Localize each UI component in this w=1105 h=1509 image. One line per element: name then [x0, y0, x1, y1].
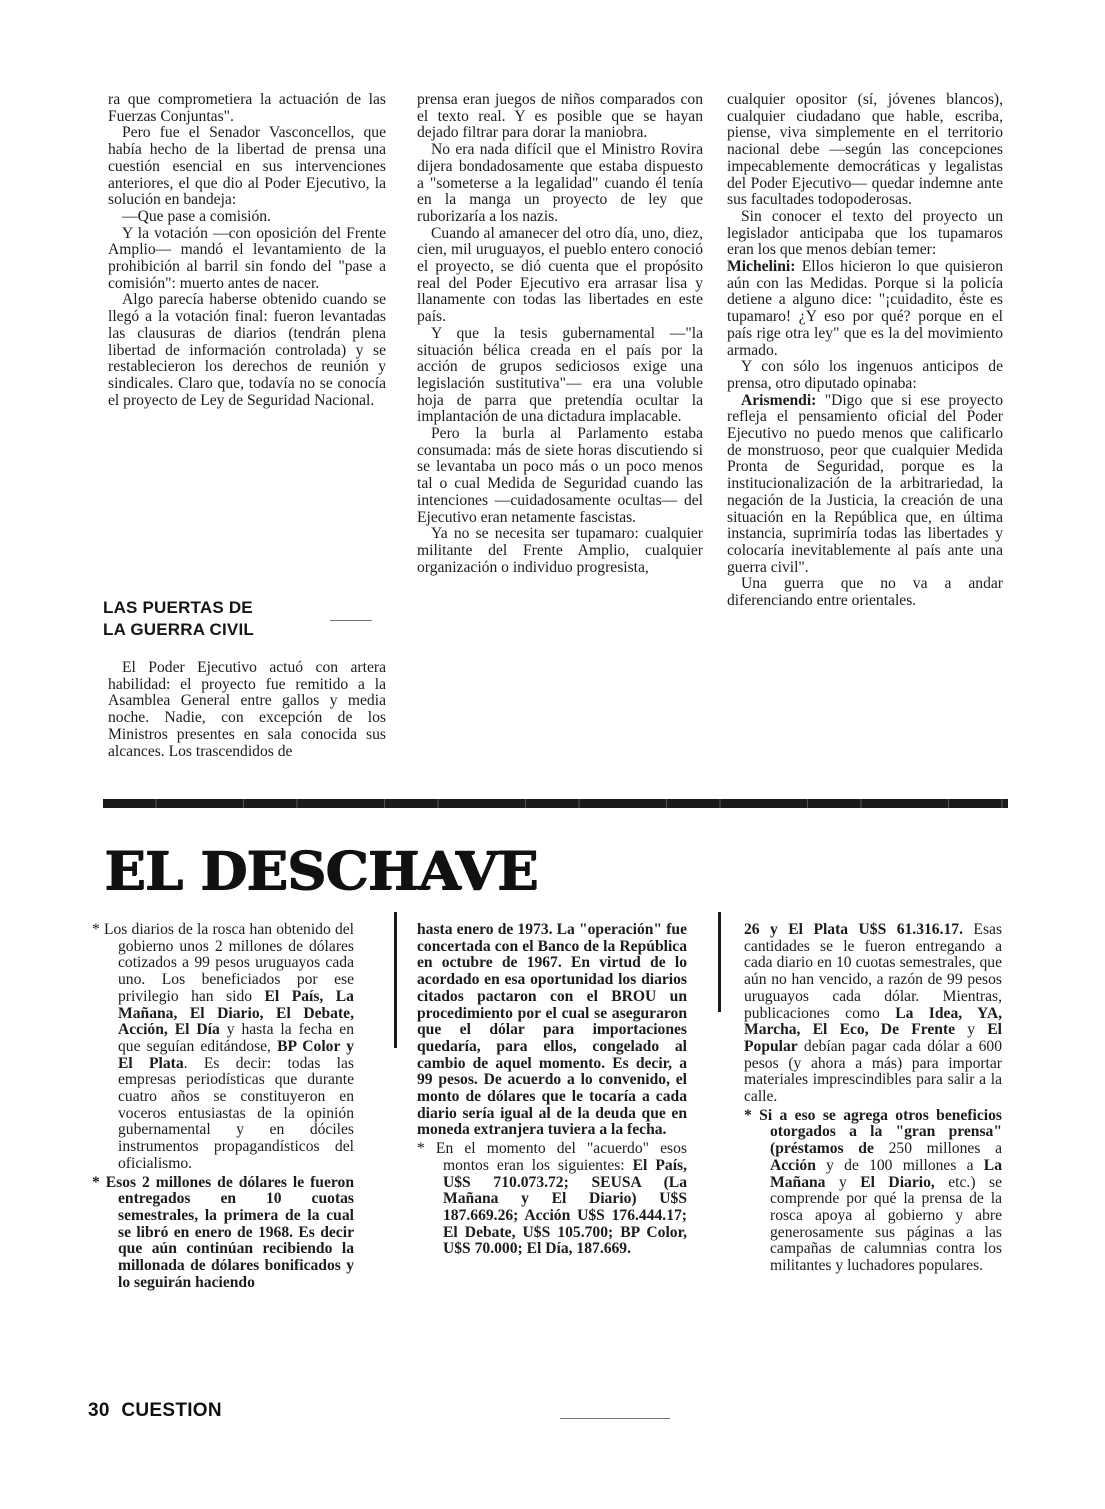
article-column-3: [727, 92, 1003, 610]
heading-line: LA GUERRA CIVIL: [103, 620, 254, 639]
speaker-name: Arismendi:: [741, 391, 817, 409]
paragraph: hasta enero de 1973. La "operación" fue concertada con el Banco de la República en octubre de 1967. En virtud de lo acordado en esa oportunidad los diarios citados pactaron con el BROU un procedimiento por el cual se aseguraron que el dólar para importaciones quedaría, para ellos, congelado al cambio de aquel momento. Es decir, a 99 pesos. De acuerdo a lo convenido, el monto de dólares que le tocaría a cada diario sería igual al de la deuda que en moneda extranjera tuviera a la fecha.: [417, 921, 687, 1139]
bullet-item: * En el momento del "acuerdo" esos montos eran los siguientes: El País, U$S 710.073.72; SEUSA (La Mañana y El Diario) U$S 187.669.26; Acción U$S 176.444.17; El Debate, U$S 105.700; BP Color, U$S 70.000; El Día, 187.669.: [417, 1140, 687, 1258]
paragraph: ra que comprometiera la actuación de las Fuerzas Conjuntas".: [108, 91, 386, 125]
page-number: 30: [88, 1400, 110, 1421]
paragraph: No era nada difícil que el Ministro Rovira dijera bondadosamente que estaba dispuesto a "someterse a la legalidad" cuando él tenía en la manga un proyecto de ley que ruborizaría a los nazis.: [417, 141, 703, 225]
column-divider: [394, 912, 397, 1048]
paragraph: 26 y El Plata U$S 61.316.17. Esas cantidades se le fueron entregando a cada diario en 10 cuotas semestrales, que aún no han vencido, a razón de 99 pesos uruguayos cada dólar. Mientras, publicaciones como La Idea, YA, Marcha, El Eco, De Frente y El Popular debían pagar cada dólar a 600 pesos (y ahora a más) para importar materiales imprescindibles para salir a la calle.: [744, 921, 1003, 1106]
deschave-column-1: [92, 922, 354, 1291]
paragraph: Pero fue el Senador Vasconcellos, que había hecho de la libertad de prensa una cuestión esencial en sus intervenciones anteriores, el que dio al Poder Ejecutivo, la solución en bandeja:: [108, 124, 386, 209]
paragraph: Y que la tesis gubernamental —"la situación bélica creada en el país por la acción de grupos sediciosos exige una legislación sustitutiva"— era una voluble hoja de parra que pretendía ocultar la implantación de una dictadura implacable.: [417, 324, 703, 426]
paragraph: [727, 393, 1003, 577]
paragraph: Ya no se necesita ser tupamaro: cualquier militante del Frente Amplio, cualquier organización o individuo progresista,: [417, 525, 703, 576]
paragraph: El Poder Ejecutivo actuó con artera habilidad: el proyecto fue remitido a la Asamblea General entre gallos y media noche. Nadie, con excepción de los Ministros presentes en sala conocida sus alcances. Los trascendidos de: [108, 659, 386, 760]
quote: Ellos hicieron lo que quisieron aún con las Medidas. Porque si la policía detiene a alguno dice: "¡cuidadito, éste es tupamaro! ¿Y eso por qué? porque en el país rige otra ley" que es la del movimiento armado.: [727, 258, 1003, 359]
section-heading: [103, 597, 254, 641]
paragraph: prensa eran juegos de niños comparados con el texto real. Y es posible que se hayan dejado filtrar para dorar la maniobra.: [417, 91, 703, 142]
deschave-column-2: [417, 922, 687, 1258]
bullet-item: * Si a eso se agrega otros beneficios otorgados a la "gran prensa" (préstamos de 250 millones a Acción y de 100 millones a La Mañana y El Diario, etc.) se comprende por qué la prensa de la rosca apoya al gobierno y abre generosamente sus páginas a las campañas de calumnias contra los militantes y luchadores populares.: [744, 1106, 1002, 1275]
section-masthead: EL DESCHAVE: [104, 841, 538, 902]
column-divider: [718, 912, 721, 1012]
print-speck: [560, 1418, 670, 1419]
paragraph: Pero la burla al Parlamento estaba consumada: más de siete horas discutiendo si se levantaba un poco más o un poco menos tal o cual Medida de Seguridad cuando las intenciones —cuidadosamente ocultas— del Ejecutivo eran netamente fascistas.: [417, 425, 703, 526]
article-column-2: [417, 92, 703, 576]
paragraph: Y la votación —con oposición del Frente Amplio— mandó el levantamiento de la prohibición al barril sin fondo del "pase a comisión": muerto antes de nacer.: [108, 224, 386, 292]
paragraph: Cuando al amanecer del otro día, uno, diez, cien, mil uruguayos, el pueblo entero conoció el proyecto, se dió cuenta que el propósito real del Poder Ejecutivo era arrasar lisa y llanamente con todas las libertades en este país.: [417, 224, 703, 326]
paragraph: [727, 259, 1003, 359]
print-speck: [330, 620, 372, 621]
paragraph: —Que pase a comisión.: [122, 207, 271, 225]
section-divider: [103, 799, 1008, 808]
paragraph: Sin conocer el texto del proyecto un legislador anticipaba que los tupamaros eran los que menos debían temer:: [727, 207, 1003, 259]
heading-line: LAS PUERTAS DE: [103, 598, 253, 617]
paragraph: cualquier opositor (sí, jóvenes blancos), cualquier ciudadano que hable, escriba, piense, viva simplemente en el territorio nacional debe —según las concepciones impecablemente democráticas y legalistas del Poder Ejecutivo— quedar indemne ante sus facultades todopoderosas.: [727, 91, 1003, 209]
paragraph: Algo parecía haberse obtenido cuando se llegó a la votación final: fueron levantadas las clausuras de diarios (tendrán plena libertad de información controlada) y se restablecieron los derechos de reunión y sindicales. Claro que, todavía no se conocía el proyecto de Ley de Seguridad Nacional.: [108, 291, 386, 409]
speaker-name: Michelini:: [727, 258, 796, 276]
article-column-1-continued: [108, 660, 386, 760]
paragraph: Una guerra que no va a andar diferenciando entre orientales.: [727, 575, 1003, 610]
bullet-item: * Esos 2 millones de dólares le fueron entregados en 10 cuotas semestrales, la primera de la cual se libró en enero de 1968. Es decir que aún continúan recibiendo la millonada de dólares bonificados y lo seguirán haciendo: [92, 1173, 354, 1291]
bullet-item: * Los diarios de la rosca han obtenido del gobierno unos 2 millones de dólares cotizados a 99 pesos uruguayos cada uno. Los beneficiados por ese privilegio han sido El País, La Mañana, El Diario, El Debate, Acción, El Día y hasta la fecha en que seguían editándose, BP Color y El Plata. Es decir: todas las empresas periodísticas que durante cuatro años se constituyeron en voceros entusiastas de la opinión gubernamental y en dóciles instrumentos propagandísticos del oficialismo.: [92, 921, 354, 1172]
quote: "Digo que si ese proyecto refleja el pensamiento oficial del Poder Ejecutivo no puedo menos que calificarlo de monstruoso, peor que cualquier Medida Pronta de Seguridad, porque es la institucionalización de la arbitrariedad, la negación de la Justicia, la creación de una situación en la República que, en última instancia, suprimiría todas las libertades y colocaría inevitablemente al país ante una guerra civil".: [727, 391, 1003, 576]
page-footer: [88, 1400, 222, 1422]
magazine-name: CUESTION: [121, 1400, 222, 1421]
article-column-1: [108, 92, 386, 409]
paragraph: Y con sólo los ingenuos anticipos de prensa, otro diputado opinaba:: [727, 358, 1003, 392]
deschave-column-3: [744, 922, 1002, 1275]
